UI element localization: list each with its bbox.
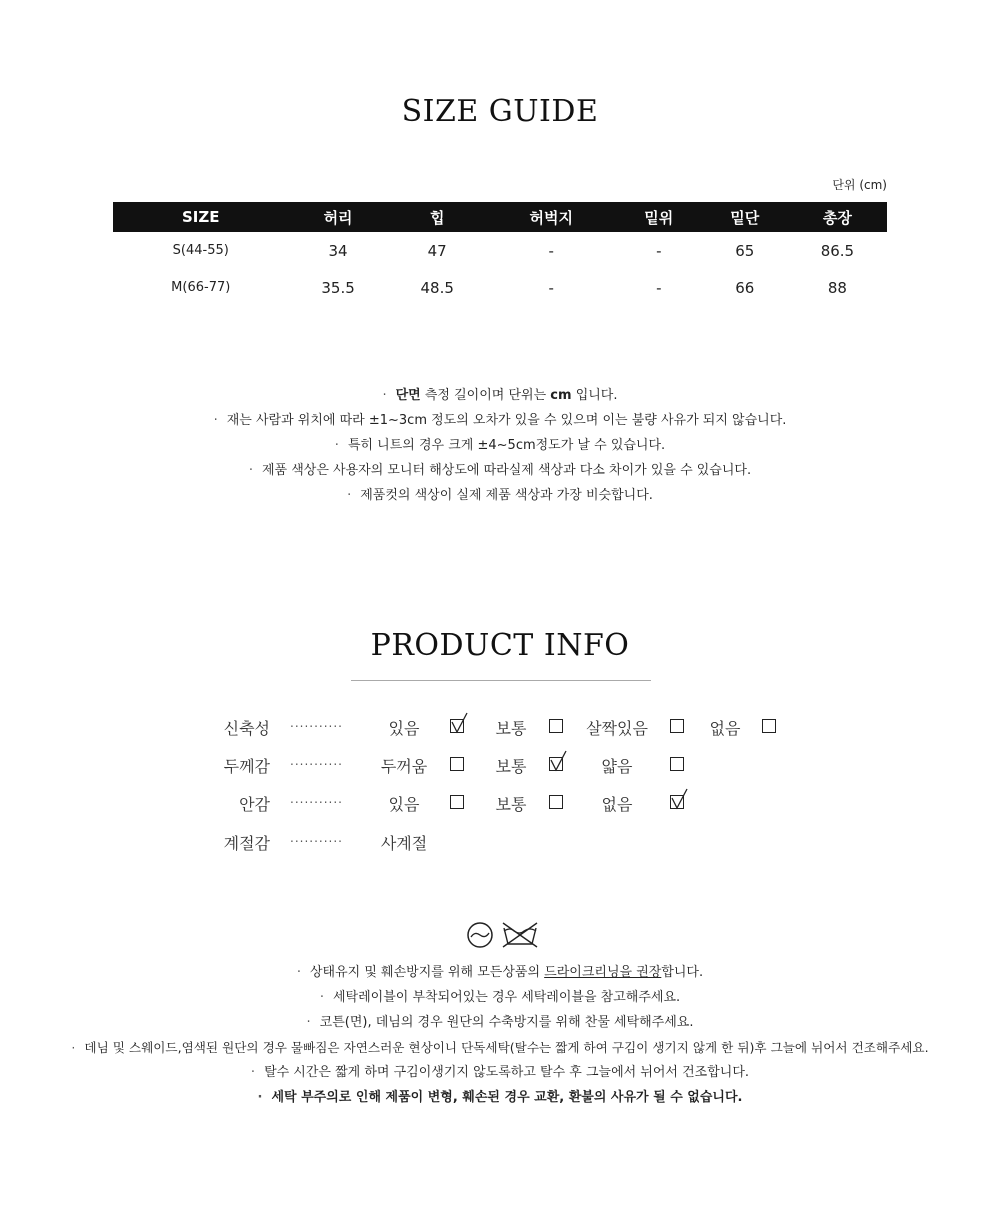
option-label: 두꺼움 (380, 757, 428, 776)
option-label: 있음 (388, 795, 420, 814)
label-stretch: 신축성 (223, 719, 270, 738)
header-rise: 밑위 (616, 202, 702, 232)
note-line: · 재는 사람과 위치에 따라 ±1~3cm 정도의 오차가 있을 수 있으며 이는 불량 사유가 되지 않습니다. (213, 413, 787, 428)
header-hip: 힙 (388, 202, 487, 232)
care-emphasis: 드라이크리닝을 권장 (544, 965, 662, 980)
check-icon (550, 751, 570, 773)
option-label: 있음 (388, 719, 420, 738)
option-label: 없음 (709, 719, 741, 738)
note-line: · 제품컷의 색상이 실제 제품 색상과 가장 비슷합니다. (347, 488, 653, 503)
checkbox (450, 757, 464, 771)
size-table-header (113, 202, 887, 232)
care-text: 코튼(면), 데님의 경우 원단의 수축방지를 위해 찬물 세탁해주세요. (319, 1015, 694, 1030)
care-line: · 세탁레이블이 부착되어있는 경우 세탁레이블을 참고해주세요. (319, 990, 681, 1005)
care-icons (466, 920, 542, 954)
checkbox-checked (450, 719, 464, 733)
label-lining: 안감 (239, 795, 270, 814)
note-line: · 단면 측정 길이이며 단위는 cm 입니다. (382, 388, 618, 403)
option-label: 사계절 (380, 834, 428, 853)
divider (351, 680, 651, 681)
unit-label: 단위 (cm) (832, 178, 887, 192)
table-row (113, 232, 887, 269)
care-notes (0, 960, 1000, 1110)
checkbox (670, 757, 684, 771)
check-icon (671, 789, 691, 811)
checkbox-checked (549, 757, 563, 771)
label-thickness: 두께감 (223, 757, 270, 776)
label-season: 계절감 (223, 834, 270, 853)
size-guide-title: SIZE GUIDE (401, 94, 599, 129)
care-line: · 탈수 시간은 짧게 하며 구김이생기지 않도록하고 탈수 후 그늘에서 뉘어서 건조합니다. (250, 1065, 750, 1080)
cell-length: 88 (827, 278, 847, 297)
care-warning: · 세탁 부주의로 인해 제품이 변형, 훼손된 경우 교환, 환불의 사유가 될 수 없습니다. (257, 1090, 743, 1105)
option-label: 보통 (495, 757, 527, 776)
option-label: 보통 (495, 719, 527, 738)
care-text: 데님 및 스웨이드,염색된 원단의 경우 물빠짐은 자연스러운 현상이니 단독세탁(탈수는 짧게 하여 구김이 생기지 않게 한 뒤)후 그늘에 뉘어서 건조해주세요. (84, 1040, 929, 1055)
note-line: · 제품 색상은 사용자의 모니터 해상도에 따라실제 색상과 다소 차이가 있을 수 있습니다. (248, 463, 752, 478)
dry-clean-icon (468, 923, 492, 947)
option-label: 얇음 (601, 757, 633, 776)
header-hem: 밑단 (702, 202, 788, 232)
cell-hem: 66 (735, 278, 755, 297)
care-text: 탈수 시간은 짧게 하며 구김이생기지 않도록하고 탈수 후 그늘에서 뉘어서 건조합니다. (264, 1065, 750, 1080)
cell-length: 86.5 (820, 241, 855, 260)
note-text: 특히 니트의 경우 크게 ±4~5cm정도가 날 수 있습니다. (347, 438, 666, 453)
cell-hem: 65 (735, 241, 755, 260)
cell-size: M(66-77) (171, 280, 231, 295)
leader-dots: ........... (290, 792, 343, 806)
cell-thigh: - (548, 278, 554, 297)
cell-hip: 48.5 (420, 278, 454, 297)
note-line: · 특히 니트의 경우 크게 ±4~5cm정도가 날 수 있습니다. (334, 438, 666, 453)
checkbox (762, 719, 776, 733)
care-text: 세탁레이블이 부착되어있는 경우 세탁레이블을 참고해주세요. (332, 990, 681, 1005)
care-line: · 데님 및 스웨이드,염색된 원단의 경우 물빠짐은 자연스러운 현상이니 단독세탁(탈수는 짧게 하여 구김이 생기지 않게 한 뒤)후 그늘에 뉘어서 건조해주세요. (71, 1040, 929, 1055)
no-wash-icon (503, 923, 537, 947)
note-unit: cm (550, 388, 572, 403)
checkbox (549, 719, 563, 733)
option-label: 보통 (495, 795, 527, 814)
care-line: · 코튼(면), 데님의 경우 원단의 수축방지를 위해 찬물 세탁해주세요. (306, 1015, 694, 1030)
option-label: 없음 (601, 795, 633, 814)
header-waist: 허리 (289, 202, 388, 232)
header-size: SIZE (113, 202, 289, 232)
cell-rise: - (656, 278, 662, 297)
note-bold: 단면 (395, 388, 421, 403)
leader-dots: ........... (290, 754, 343, 768)
checkbox (549, 795, 563, 809)
table-row (113, 269, 887, 306)
note-text: 제품컷의 색상이 실제 제품 색상과 가장 비슷합니다. (360, 488, 653, 503)
header-length: 총장 (788, 202, 887, 232)
measurement-notes (0, 383, 1000, 508)
cell-hip: 47 (427, 241, 447, 260)
note-text: 제품 색상은 사용자의 모니터 해상도에 따라실제 색상과 다소 차이가 있을 수 있습니다. (262, 463, 752, 478)
note-text: 입니다. (571, 388, 618, 403)
checkbox (670, 719, 684, 733)
option-label: 살짝있음 (586, 719, 648, 738)
leader-dots: ........... (290, 716, 343, 730)
header-thigh: 허벅지 (487, 202, 616, 232)
care-text: 상태유지 및 훼손방지를 위해 모든상품의 (310, 965, 545, 980)
note-text: 측정 길이이며 단위는 (420, 388, 551, 403)
care-line: · 상태유지 및 훼손방지를 위해 모든상품의 드라이크리닝을 권장합니다. (296, 965, 704, 980)
cell-rise: - (656, 241, 662, 260)
checkbox (450, 795, 464, 809)
cell-waist: 34 (328, 241, 348, 260)
care-text: 합니다. (661, 965, 704, 980)
check-icon (451, 713, 471, 735)
cell-size: S(44-55) (172, 243, 229, 258)
size-table (113, 202, 887, 306)
cell-thigh: - (548, 241, 554, 260)
note-text: 재는 사람과 위치에 따라 ±1~3cm 정도의 오차가 있을 수 있으며 이는 불량 사유가 되지 않습니다. (226, 413, 787, 428)
leader-dots: ........... (290, 831, 343, 845)
care-text: 세탁 부주의로 인해 제품이 변형, 훼손된 경우 교환, 환불의 사유가 될 수 없습니다. (271, 1090, 743, 1105)
cell-waist: 35.5 (321, 278, 355, 297)
checkbox-checked (670, 795, 684, 809)
product-info-title: PRODUCT INFO (370, 628, 630, 663)
